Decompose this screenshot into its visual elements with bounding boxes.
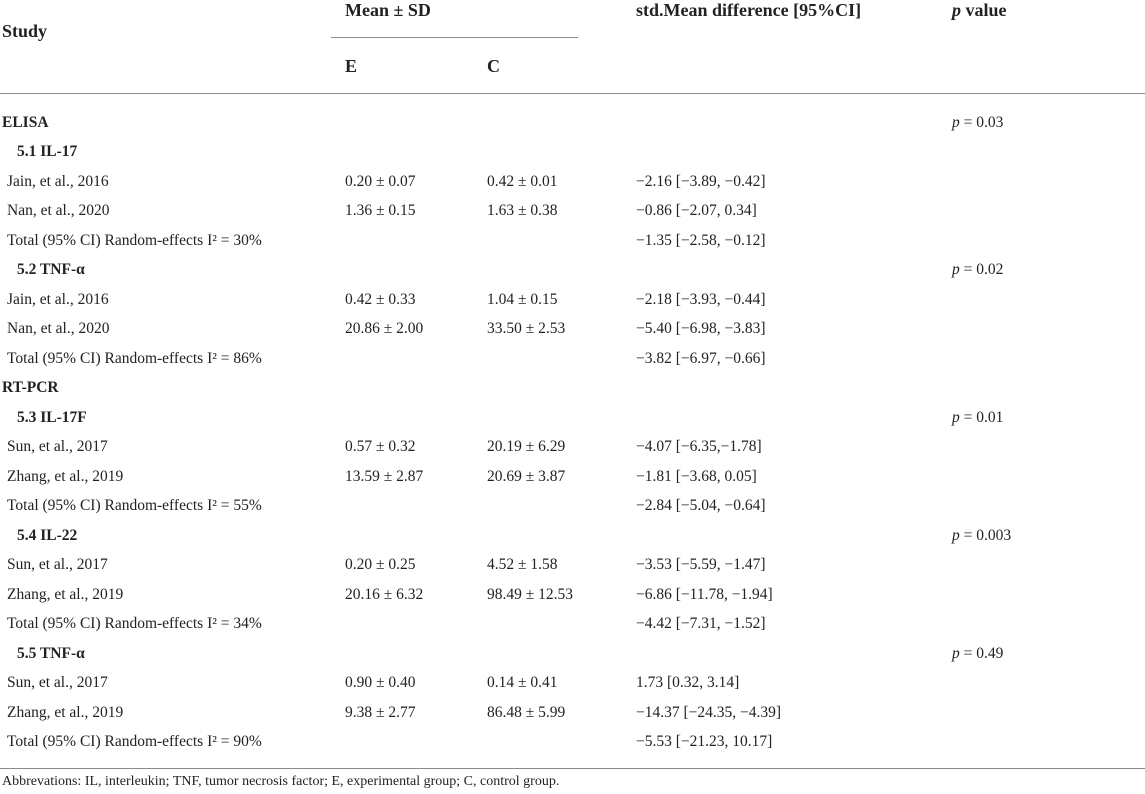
e-cell: 13.59 ± 2.87: [345, 467, 424, 485]
table-row: [0, 255, 1145, 285]
e-cell: 20.86 ± 2.00: [345, 320, 424, 337]
smd-cell: −4.07 [−6.35,−1.78]: [636, 438, 762, 455]
header-p-value: [952, 0, 1007, 21]
study-cell: Sun, et al., 2017: [7, 438, 108, 455]
subgroup-label: 5.1 IL-17: [17, 143, 78, 160]
e-cell: 1.36 ± 0.15: [345, 202, 416, 219]
study-cell: Zhang, et al., 2019: [7, 585, 124, 603]
table-row: [0, 226, 1145, 256]
subgroup-label: 5.3 IL-17F: [17, 408, 87, 426]
study-cell: Total (95% CI) Random-effects I² = 86%: [7, 349, 262, 367]
study-cell: Total (95% CI) Random-effects I² = 90%: [7, 733, 262, 750]
subgroup-label: 5.5 TNF-α: [17, 644, 85, 662]
c-cell: 4.52 ± 1.58: [487, 556, 558, 573]
study-cell: Zhang, et al., 2019: [7, 467, 124, 485]
p-value-cell: [952, 255, 1003, 285]
c-cell: 33.50 ± 2.53: [487, 320, 566, 337]
p-value-cell: [952, 639, 1003, 669]
bottom-rule: [0, 768, 1145, 769]
table-row: [0, 727, 1145, 757]
e-cell: 0.20 ± 0.07: [345, 172, 416, 190]
table-row: [0, 609, 1145, 639]
table-row: [0, 167, 1145, 197]
table-row: [0, 432, 1145, 462]
header-p-rest: value: [961, 0, 1007, 20]
p-italic: p: [952, 113, 960, 131]
subgroup-label: 5.4 IL-22: [17, 526, 78, 544]
smd-cell: −2.84 [−5.04, −0.64]: [636, 497, 766, 514]
smd-cell: −14.37 [−24.35, −4.39]: [636, 703, 782, 721]
e-cell: 20.16 ± 6.32: [345, 585, 424, 603]
study-cell: Zhang, et al., 2019: [7, 703, 124, 721]
p-number: = 0.003: [959, 526, 1012, 544]
c-cell: 0.14 ± 0.41: [487, 674, 558, 691]
table-row: [0, 403, 1145, 433]
group-label: RT-PCR: [2, 379, 59, 396]
table-row: [0, 550, 1145, 580]
table-row: [0, 462, 1145, 492]
smd-cell: −3.82 [−6.97, −0.66]: [636, 349, 766, 367]
c-cell: 86.48 ± 5.99: [487, 703, 566, 721]
study-cell: Sun, et al., 2017: [7, 674, 108, 691]
smd-cell: −3.53 [−5.59, −1.47]: [636, 556, 766, 573]
p-italic: p: [952, 261, 960, 278]
p-value-cell: [952, 108, 1003, 138]
table-row: [0, 698, 1145, 728]
study-cell: Jain, et al., 2016: [7, 172, 109, 190]
study-cell: Sun, et al., 2017: [7, 556, 108, 573]
c-cell: 98.49 ± 12.53: [487, 585, 574, 603]
table-row: [0, 137, 1145, 167]
smd-cell: −0.86 [−2.07, 0.34]: [636, 202, 757, 219]
smd-cell: −1.81 [−3.68, 0.05]: [636, 467, 757, 485]
smd-cell: 1.73 [0.32, 3.14]: [636, 674, 740, 691]
header-c: C: [487, 56, 500, 76]
e-cell: 0.20 ± 0.25: [345, 556, 416, 573]
header-p-italic: p: [952, 0, 961, 20]
c-cell: 1.63 ± 0.38: [487, 202, 558, 219]
smd-cell: −1.35 [−2.58, −0.12]: [636, 231, 766, 249]
c-cell: 20.19 ± 6.29: [487, 438, 566, 455]
study-cell: Total (95% CI) Random-effects I² = 55%: [7, 497, 262, 514]
p-number: = 0.02: [959, 261, 1004, 278]
c-cell: 20.69 ± 3.87: [487, 467, 566, 485]
e-cell: 0.57 ± 0.32: [345, 438, 416, 455]
table-row: [0, 314, 1145, 344]
e-cell: 0.42 ± 0.33: [345, 290, 416, 308]
study-cell: Nan, et al., 2020: [7, 202, 110, 219]
header-rule: [0, 93, 1145, 94]
p-number: = 0.03: [959, 113, 1004, 131]
c-cell: 1.04 ± 0.15: [487, 290, 558, 308]
smd-cell: −2.16 [−3.89, −0.42]: [636, 172, 766, 190]
study-cell: Nan, et al., 2020: [7, 320, 110, 337]
smd-cell: −5.53 [−21.23, 10.17]: [636, 733, 773, 750]
header-smd: std.Mean difference [95%CI]: [636, 0, 862, 20]
smd-cell: −5.40 [−6.98, −3.83]: [636, 320, 766, 337]
header-e: E: [345, 56, 358, 76]
c-cell: 0.42 ± 0.01: [487, 172, 558, 190]
table-row: [0, 521, 1145, 551]
table-row: [0, 373, 1145, 403]
study-cell: Total (95% CI) Random-effects I² = 34%: [7, 615, 262, 632]
e-cell: 0.90 ± 0.40: [345, 674, 416, 691]
table-row: [0, 344, 1145, 374]
mean-sd-rule: [331, 37, 578, 38]
smd-cell: −4.42 [−7.31, −1.52]: [636, 615, 766, 632]
header-study: Study: [2, 21, 48, 41]
table-row: [0, 580, 1145, 610]
table-row: [0, 196, 1145, 226]
table-row: [0, 668, 1145, 698]
p-number: = 0.49: [959, 644, 1004, 662]
header-mean-sd: Mean ± SD: [345, 0, 431, 20]
smd-cell: −6.86 [−11.78, −1.94]: [636, 585, 773, 603]
p-italic: p: [952, 526, 960, 544]
study-cell: Jain, et al., 2016: [7, 290, 109, 308]
table-row: [0, 285, 1145, 315]
e-cell: 9.38 ± 2.77: [345, 703, 416, 721]
footnote: Abbrevations: IL, interleukin; TNF, tumor necrosis factor; E, experimental group; C, control group.: [2, 774, 560, 789]
study-cell: Total (95% CI) Random-effects I² = 30%: [7, 231, 262, 249]
group-label: ELISA: [2, 113, 49, 131]
table-row: [0, 491, 1145, 521]
table-row: [0, 108, 1145, 138]
smd-cell: −2.18 [−3.93, −0.44]: [636, 290, 766, 308]
p-value-cell: [952, 521, 1011, 551]
p-number: = 0.01: [959, 408, 1004, 426]
p-value-cell: [952, 403, 1003, 433]
subgroup-label: 5.2 TNF-α: [17, 261, 85, 278]
p-italic: p: [952, 644, 960, 662]
p-italic: p: [952, 408, 960, 426]
table-row: [0, 639, 1145, 669]
